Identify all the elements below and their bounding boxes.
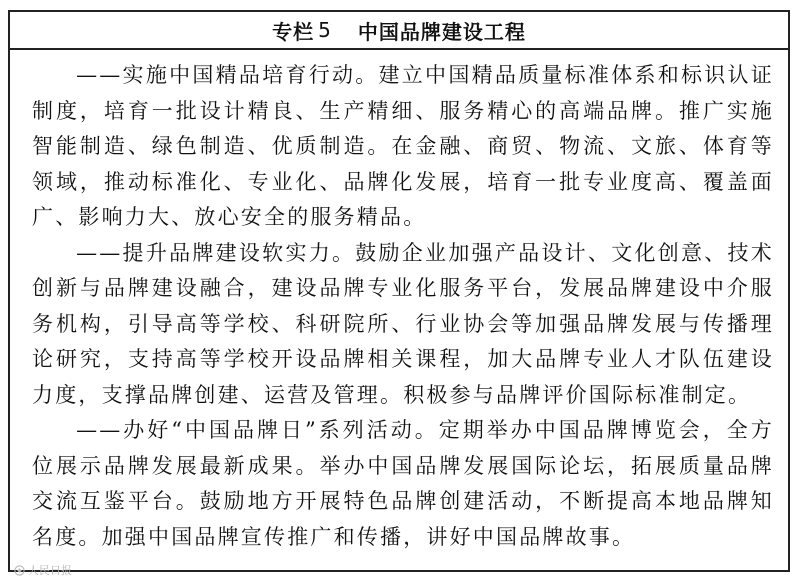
paragraph-quality-cultivation: ——实施中国精品培育行动。建立中国精品质量标准体系和标识认证制度，培育一批设计精良、生产精细、服务精心的高端品牌。推广实施智能制造、绿色制造、优质制造。在金融、商贸、物流、文旅、体育等领域，推动标准化、专业化、品牌化发展，培育一批专业度高、覆盖面广、影响力大、放心安全的服务精品。: [32, 63, 774, 229]
column-body: [10, 50, 788, 555]
paragraph-brand-day: ——办好“中国品牌日”系列活动。定期举办中国品牌博览会，全方位展示品牌发展最新成果。举办中国品牌发展国际论坛，拓展质量品牌交流互鉴平台。鼓励地方开展特色品牌创建活动，不断提高本地品牌知名度。加强中国品牌宣传推广和传播，讲好中国品牌故事。: [32, 418, 774, 549]
column-title: 中国品牌建设工程: [357, 19, 526, 44]
column-box: [8, 10, 790, 572]
column-header: [10, 12, 788, 50]
watermark-text: 人民日报: [28, 564, 72, 577]
paragraph-soft-power: ——提升品牌建设软实力。鼓励企业加强产品设计、文化创意、技术创新与品牌建设融合，建设品牌专业化服务平台，发展品牌建设中介服务机构，引导高等学校、科研院所、行业协会等加强品牌发展与传播理论研究，支持高等学校开设品牌相关课程，加大品牌专业人才队伍建设力度，支撑品牌创建、运营及管理。积极参与品牌评价国际标准制定。: [32, 240, 774, 407]
newspaper-logo-icon: [14, 565, 25, 576]
watermark: [14, 562, 72, 578]
column-number: 5: [318, 18, 332, 42]
column-label: 专栏: [272, 19, 315, 44]
